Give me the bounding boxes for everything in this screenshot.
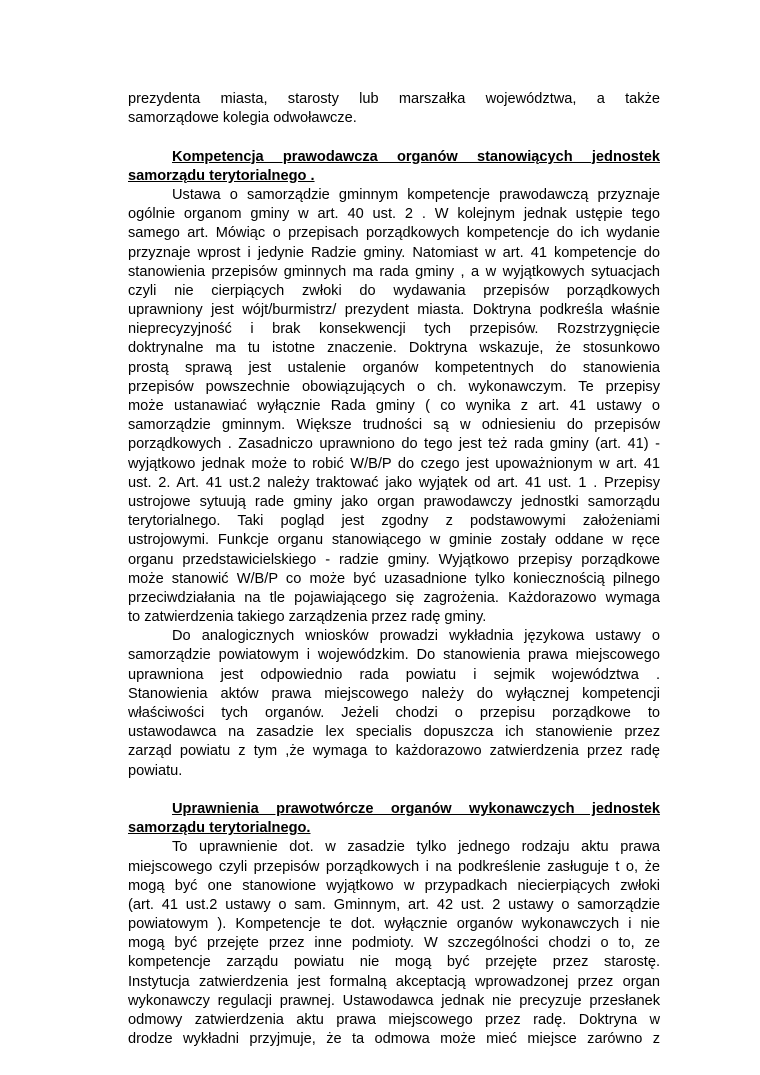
text-line: powiatowym ). Kompetencje te dot. wyłącznie organów wykonawczych i nie (128, 916, 660, 933)
text-line: prezydenta miasta, starosty lub marszałka województwa, a także (128, 91, 660, 107)
document-body (128, 90, 660, 1049)
text-line: ogólnie organom gminy w art. 40 ust. 2 . W kolejnym jednak ustępie tego (128, 206, 660, 223)
text-line: uprawniona jest odpowiednio rada powiatu i sejmik województwa . (128, 666, 660, 683)
text-line: wykonawczy regulacji prawnej. Ustawodawca jednak nie precyzuje przesłanek (128, 992, 660, 1009)
text-line: przepisów powszechnie obowiązujących o ch. wykonawczym. Te przepisy (128, 378, 660, 395)
text-line: ustrojowe sytuują rade gminy jako organ prawodawczy jednostki samorządu (128, 493, 660, 510)
text-line: przyznaje wprost i jedynie Radzie gminy. Natomiast w art. 41 kompetencje do (128, 244, 660, 261)
text-line: ustrojowymi. Funkcje organu stanowiącego w gminie zostały oddane w ręce (128, 532, 660, 549)
text-line: uprawniony jest wójt/burmistrz/ prezydent miasta. Doktryna podkreśla właśnie (128, 302, 660, 319)
text-line: (art. 41 ust.2 ustawy o sam. Gminnym, art. 42 ust. 2 ustawy o samorządzie (128, 896, 660, 913)
text-line: porządkowych . Zasadniczo uprawniono do tego jest też rada gminy (art. 41) - (128, 436, 660, 453)
text-line: doktrynalne ma tu istotne znaczenie. Doktryna wskazuje, że stosunkowo (128, 340, 660, 357)
section-heading: samorządu terytorialnego . (128, 167, 315, 184)
text-line: powiatu. (128, 762, 183, 779)
text-line: samorządzie gminnym. Większe trudności są w odniesieniu do przepisów (128, 417, 660, 434)
text-line: samorządowe kolegia odwoławcze. (128, 110, 357, 127)
text-line: drodze wykładni przyjmuje, że ta odmowa może mieć miejsce zarówno z (128, 1031, 660, 1048)
text-line: kompetencje zarządu powiatu nie mogą być przejęte przez starostę. (128, 954, 660, 971)
text-line: czyli nie cierpiących zwłoki do wydawania przepisów porządkowych (128, 282, 660, 299)
text-line: właściwości tych organów. Jeżeli chodzi o przepisu porządkowe to (128, 705, 660, 721)
text-line: to zatwierdzenia takiego zarządzenia przez radę gminy. (128, 609, 487, 626)
text-line: ust. 2. Art. 41 ust.2 należy traktować jako wyjątek od art. 41 ust. 1 . Przepisy (128, 474, 660, 491)
section-heading: samorządu terytorialnego. (128, 820, 311, 837)
text-line: mogą być one stanowione wyjątkowo w przypadkach niecierpiących zwłoki (128, 877, 660, 894)
text-line: Instytucja zatwierdzenia jest formalną akceptacją wprowadzonej przez organ (128, 973, 660, 990)
section-heading: Uprawnienia prawotwórcze organów wykonawczych jednostek (172, 800, 660, 817)
text-line: mogą być przejęte przez inne podmioty. W szczególności chodzi o to, ze (128, 935, 660, 952)
text-line: ustawodawca na zasadzie lex specialis dopuszcza ich stanowienie przez (128, 724, 660, 741)
text-line: To uprawnienie dot. w zasadzie tylko jednego rodzaju aktu prawa (172, 839, 660, 856)
paragraph-spacer (128, 128, 660, 147)
text-line: miejscowego czyli przepisów porządkowych i na podkreślenie zasługuje t o, że (128, 858, 660, 875)
section-heading: Kompetencja prawodawcza organów stanowiących jednostek (172, 148, 660, 165)
text-line: Do analogicznych wniosków prowadzi wykładnia językowa ustawy o (172, 628, 660, 645)
text-line: może stanowić W/B/P co może być uzasadnione tylko koniecznością pilnego (128, 570, 660, 587)
text-line: może ustanawiać wyłącznie Rada gminy ( co wynika z art. 41 ustawy o (128, 398, 660, 414)
text-line: prostą sprawą jest ustalenie organów kompetentnych do stanowienia (128, 359, 660, 376)
text-line: Stanowienia aktów prawa miejscowego należy do wyłącznej kompetencji (128, 685, 660, 702)
text-line: zarząd powiatu z tym ,że wymaga to każdorazowo zatwierdzenia przez radę (128, 743, 660, 760)
text-line: terytorialnego. Taki pogląd jest zgodny z podstawowymi założeniami (128, 513, 660, 530)
text-line: samego art. Mówiąc o przepisach porządkowych kompetencje do ich wydanie (128, 225, 660, 242)
paragraph-spacer (128, 781, 660, 800)
text-line: stanowienia przepisów gminnych ma rada gminy , a w wyjątkowych sytuacjach (128, 263, 660, 280)
text-line: Ustawa o samorządzie gminnym kompetencje prawodawczą przyznaje (172, 186, 660, 203)
text-line: przeciwdziałania na tle pojawiającego się zagrożenia. Każdorazowo wymaga (128, 589, 660, 606)
text-line: nieprecyzyjność i brak konsekwencji tych przepisów. Rozstrzygnięcie (128, 321, 660, 338)
text-line: samorządzie powiatowym i wojewódzkim. Do stanowienia prawa miejscowego (128, 647, 660, 664)
text-line: wyjątkowo jednak może to robić W/B/P do czego jest upoważnionym w art. 41 (128, 455, 660, 472)
text-line: odmowy zatwierdzenia aktu prawa miejscowego przez radę. Doktryna w (128, 1012, 660, 1028)
text-line: organu przedstawicielskiego - radzie gminy. Wyjątkowo przepisy porządkowe (128, 551, 660, 568)
